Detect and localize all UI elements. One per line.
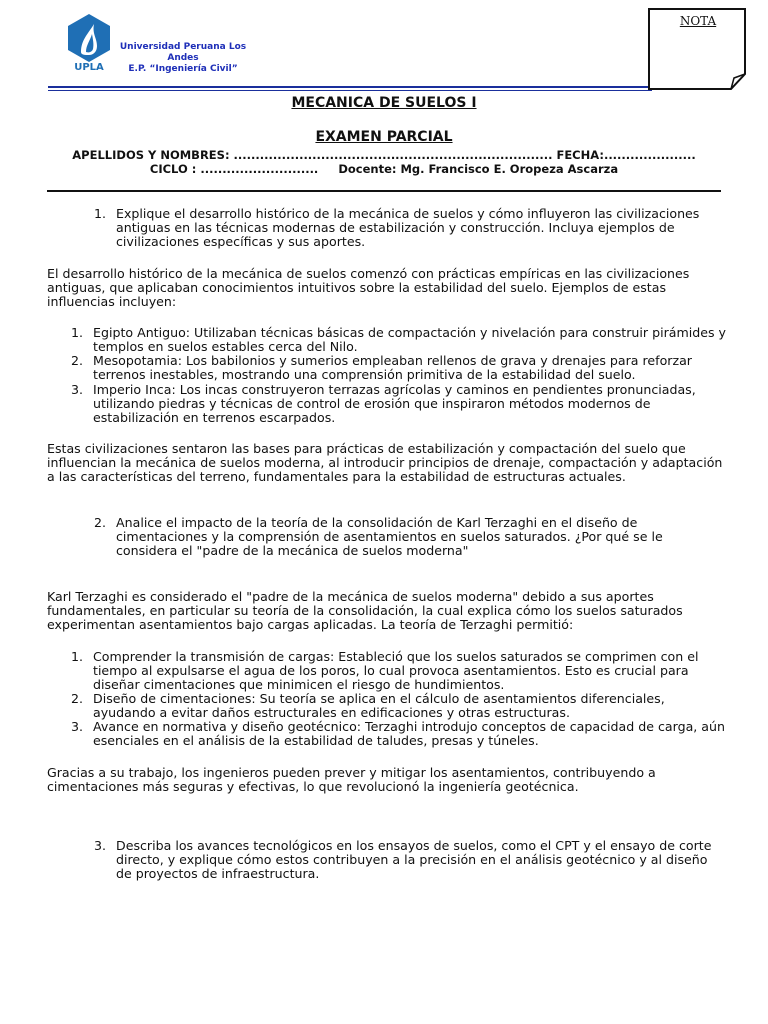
list-item-number: 2. [70, 353, 83, 368]
answer-2-intro: Karl Terzaghi es considerado el "padre de la mecánica de suelos moderna" debido a sus aportes fundamentales, en particular su teoría de la consolidación, la cual explica cómo los suelos saturados experimentan asentamientos bajo cargas aplicadas. La teoría de Terzaghi permitió: [47, 589, 683, 632]
title-rule [47, 190, 721, 192]
question-2-text: Analice el impacto de la teoría de la consolidación de Karl Terzaghi en el diseño de cimentaciones y la comprensión de asentamientos en suelos saturados. ¿Por qué se le considera el "padre de la mecánica de suelos moderna" [116, 515, 663, 558]
header-divider-thin [48, 90, 652, 91]
list-item-number: 3. [70, 382, 83, 397]
list-item: Imperio Inca: Los incas construyeron terrazas agrícolas y caminos en pendientes pronunciadas, utilizando piedras y técnicas de control de erosión que inspiraron métodos modernos de estabilización en terrenos escarpados. [93, 382, 696, 425]
list-item-number: 2. [70, 691, 83, 706]
cycle-teacher-fields: CICLO : ........................... Docente: Mg. Francisco E. Oropeza Ascarza [149, 162, 619, 176]
student-fields: APELLIDOS Y NOMBRES: ......................................................................... FECHA:..................... [72, 148, 696, 162]
university-name: Universidad Peruana Los Andes [119, 42, 247, 63]
list-item-number: 1. [70, 325, 83, 340]
school-name: E.P. “Ingeniería Civil” [128, 64, 238, 74]
answer-2-conclusion: Gracias a su trabajo, los ingenieros pueden prever y mitigar los asentamientos, contribuyendo a cimentaciones más seguras y efectivas, lo que revolucionó la ingeniería geotécnica. [47, 765, 656, 794]
logo-text: UPLA [74, 62, 104, 72]
grade-label: NOTA [679, 14, 717, 28]
answer-1-conclusion: Estas civilizaciones sentaron las bases para prácticas de estabilización y compactación del suelo que influencian la mecánica de suelos moderna, al introducir principios de drenaje, compactación y adaptación a las características del terreno, fundamentales para la estabilidad de estructuras actuales. [47, 441, 723, 484]
question-number: 2. [93, 515, 106, 530]
answer-1-intro: El desarrollo histórico de la mecánica de suelos comenzó con prácticas empíricas en las civilizaciones antiguas, que aplicaban conocimientos intuitivos sobre la estabilidad del suelo. Ejemplos de estas influencias incluyen: [47, 266, 690, 309]
list-item: Comprender la transmisión de cargas: Estableció que los suelos saturados se comprimen con el tiempo al expulsarse el agua de los poros, lo cual provoca asentamientos. Esto es crucial para diseñar cimentaciones que minimicen el riesgo de hundimientos. [93, 649, 699, 692]
question-number: 3. [93, 838, 106, 853]
question-3-text: Describa los avances tecnológicos en los ensayos de suelos, como el CPT y el ensayo de corte directo, y explique cómo estos contribuyen a la precisión en el análisis geotécnico y al diseño de proyectos de infraestructura. [116, 838, 712, 881]
question-number: 1. [93, 206, 106, 221]
list-item-number: 3. [70, 719, 83, 734]
question-1-text: Explique el desarrollo histórico de la mecánica de suelos y cómo influyeron las civilizaciones antiguas en las técnicas modernas de estabilización y construcción. Incluya ejemplos de civilizaciones específicas y sus aportes. [116, 206, 700, 249]
list-item: Diseño de cimentaciones: Su teoría se aplica en el cálculo de asentamientos diferenciales, ayudando a evitar daños estructurales en edificaciones y otras estructuras. [93, 691, 665, 720]
list-item: Mesopotamia: Los babilonios y sumerios empleaban rellenos de grava y drenajes para reforzar terrenos inestables, mostrando una comprensión primitiva de la estabilidad del suelo. [93, 353, 692, 382]
course-title: MECANICA DE SUELOS I [291, 95, 477, 111]
university-block [108, 42, 258, 75]
upla-logo [64, 12, 114, 72]
list-item-number: 1. [70, 649, 83, 664]
list-item: Egipto Antiguo: Utilizaban técnicas básicas de compactación y nivelación para construir pirámides y templos en suelos estables cerca del Nilo. [93, 325, 726, 354]
exam-title: EXAMEN PARCIAL [315, 129, 453, 145]
header-divider [48, 86, 652, 88]
list-item: Avance en normativa y diseño geotécnico: Terzaghi introdujo conceptos de capacidad de carga, aún esenciales en el análisis de la estabilidad de taludes, presas y túneles. [93, 719, 725, 748]
